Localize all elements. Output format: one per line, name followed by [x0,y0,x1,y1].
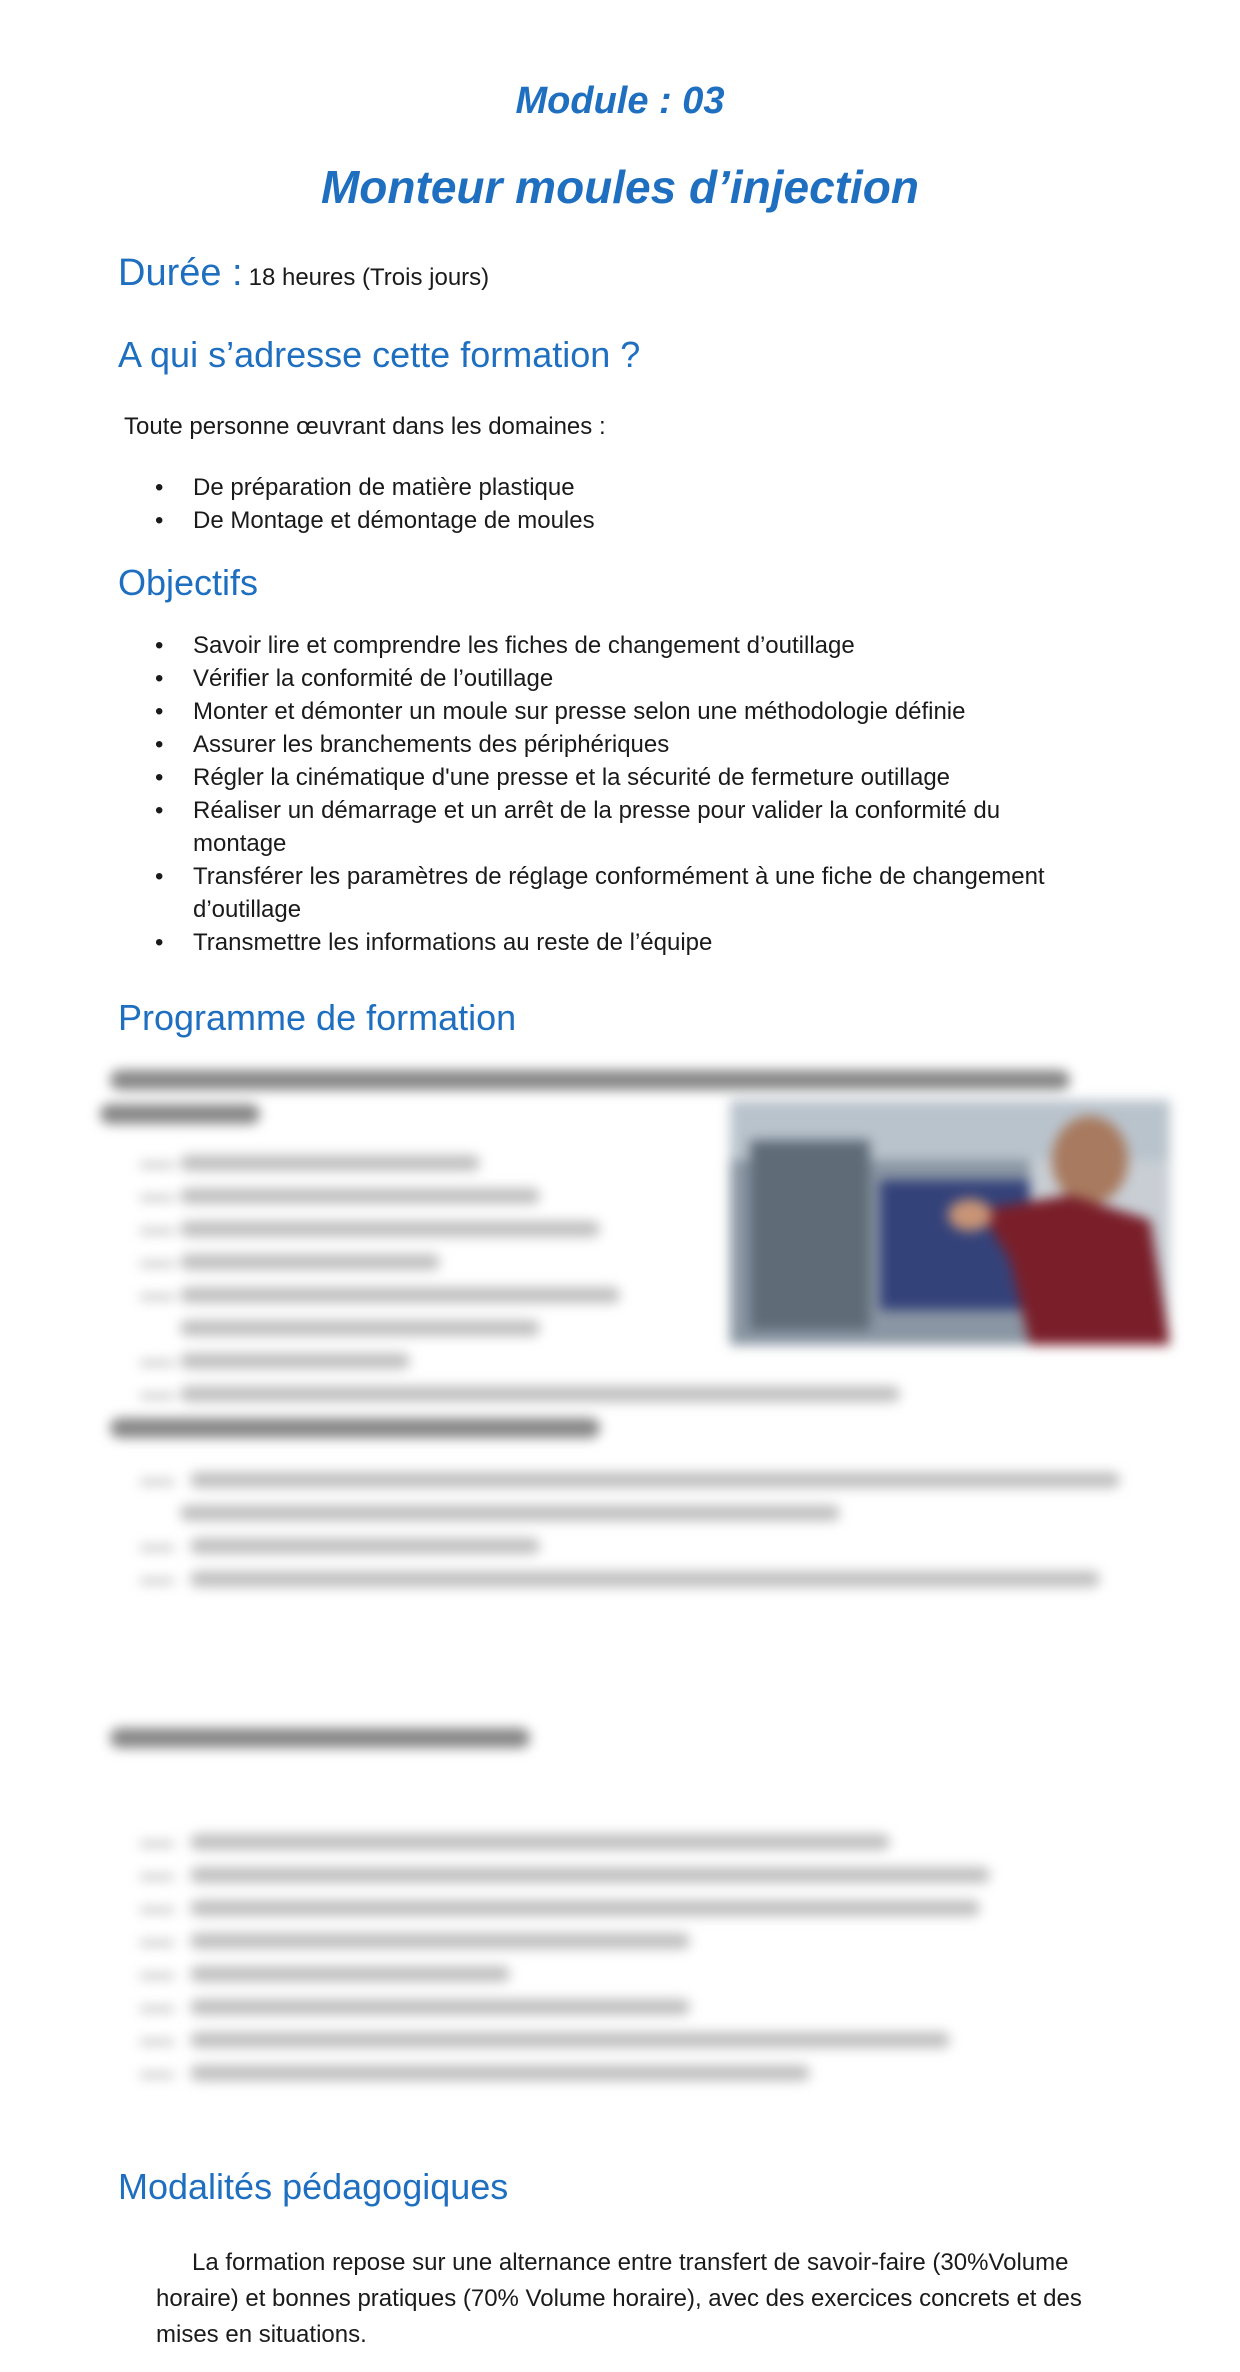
list-item: • Transférer les paramètres de réglage conformément à une fiche de changement d’outillage [0,860,1093,926]
objectifs-heading: Objectifs [118,562,259,603]
list-item: • Savoir lire et comprendre les fiches de changement d’outillage [0,629,1093,662]
programme-blurred-content [0,1060,1240,2090]
modalites-text: La formation repose sur une alternance entre transfert de savoir-faire (30%Volume horaire) et bonnes pratiques (70% Volume horaire), avec des exercices concrets et des mises en situations. [156,2249,1082,2348]
list-item: • Vérifier la conformité de l’outillage [0,662,1093,695]
duree-label: Durée : [118,252,243,294]
list-item: • Monter et démonter un moule sur presse selon une méthodologie définie [0,695,1093,728]
programme-heading: Programme de formation [118,997,517,1038]
audience-heading: A qui s’adresse cette formation ? [118,334,641,375]
list-item: • Assurer les branchements des périphériques [0,728,1093,761]
audience-intro: Toute personne œuvrant dans les domaines : [124,413,606,440]
list-item: • De Montage et démontage de moules [0,504,1093,537]
list-item: • De préparation de matière plastique [0,471,1093,504]
list-item: • Transmettre les informations au reste de l’équipe [0,926,1093,959]
duree-value: 18 heures (Trois jours) [248,264,490,291]
audience-list [0,471,1100,537]
duree-line [118,248,489,303]
module-title: Module : 03 [515,80,725,122]
page-title: Monteur moules d’injection [320,161,920,213]
list-item: • Réaliser un démarrage et un arrêt de la presse pour valider la conformité du montage [0,794,1093,860]
objectifs-list [0,629,1100,959]
list-item: • Régler la cinématique d'une presse et la sécurité de fermeture outillage [0,761,1093,794]
modalites-heading: Modalités pédagogiques [118,2166,509,2207]
